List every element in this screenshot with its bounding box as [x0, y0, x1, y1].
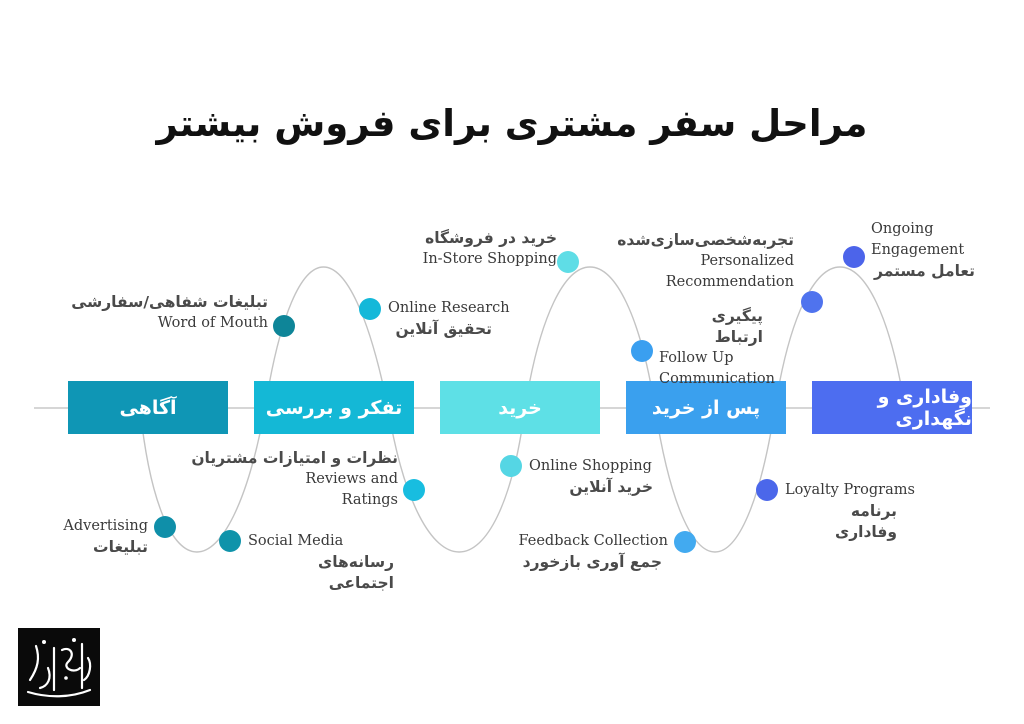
- label-word-of-mouth: تبلیغات شفاهی/سفارشی Word of Mouth: [71, 293, 268, 331]
- dot-social-media: [219, 530, 241, 552]
- label-ongoing: Ongoing Engagement تعامل مستمر: [871, 221, 975, 280]
- label-follow-up: پیگیری ارتباط Follow Up Communication: [659, 307, 775, 387]
- stage-consideration: [254, 381, 414, 434]
- label-online-research: Online Research تحقیق آنلاین: [388, 300, 510, 338]
- stage-label: خرید: [498, 396, 542, 419]
- dot-loyalty: [756, 479, 778, 501]
- page-title: مراحل سفر مشتری برای فروش بیشتر: [156, 102, 868, 145]
- dot-in-store: [557, 251, 579, 273]
- stage-label: تفکر و بررسی: [265, 396, 403, 419]
- dot-feedback: [674, 531, 696, 553]
- stage-label: پس از خرید: [651, 396, 761, 419]
- dot-online-shopping: [500, 455, 522, 477]
- stage-label: وفاداری و نگهداری: [877, 385, 972, 430]
- dot-follow-up: [631, 340, 653, 362]
- stage-loyalty: [812, 381, 972, 434]
- brand-logo: [18, 628, 100, 706]
- dot-ongoing: [843, 246, 865, 268]
- label-reviews: نظرات و امتیازات مشتریان Reviews and Ratings: [191, 449, 398, 508]
- dot-reviews: [403, 479, 425, 501]
- label-feedback: Feedback Collection جمع آوری بازخورد: [518, 533, 668, 571]
- dot-personalized: [801, 291, 823, 313]
- dot-word-of-mouth: [273, 315, 295, 337]
- dot-advertising: [154, 516, 176, 538]
- label-personalized: تجربه‌شخصی‌سازی‌شده Personalized Recommendation: [617, 231, 794, 290]
- stage-purchase: [440, 381, 600, 434]
- label-loyalty: Loyalty Programs برنامه وفاداری: [785, 482, 915, 541]
- label-online-shopping: Online Shopping خرید آنلاین: [529, 458, 653, 496]
- calligraphy-icon: [18, 628, 100, 706]
- label-social-media: Social Media رسانه‌های اجتماعی: [248, 533, 394, 592]
- stage-awareness: [68, 381, 228, 434]
- stage-label: آگاهی: [119, 396, 177, 419]
- dot-online-research: [359, 298, 381, 320]
- label-advertising: Advertising تبلیغات: [63, 518, 148, 556]
- label-in-store: خرید در فروشگاه In-Store Shopping: [422, 229, 557, 267]
